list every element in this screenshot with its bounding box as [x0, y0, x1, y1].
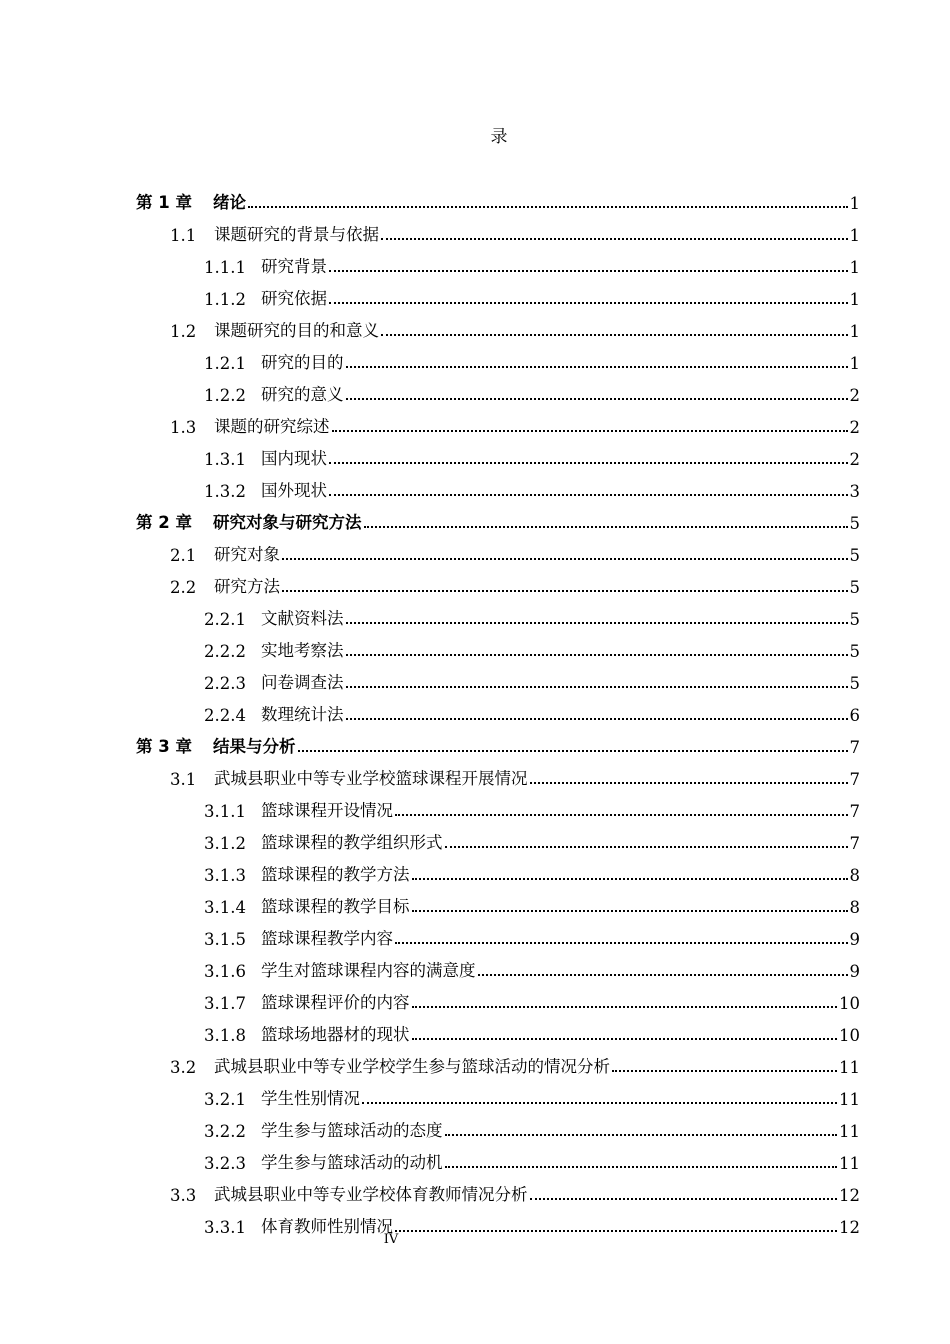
toc-entry-title: 篮球课程开设情况: [261, 801, 393, 820]
toc-entry-number: 第 1 章: [136, 193, 192, 212]
toc-entry-page: 2: [849, 450, 860, 469]
toc-entry-number: 3.2.2: [204, 1122, 246, 1141]
toc-entry-title: 篮球场地器材的现状: [261, 1025, 410, 1044]
toc-entry-title: 数理统计法: [261, 705, 344, 724]
toc-entry-title: 研究方法: [214, 577, 280, 596]
toc-heading: 录: [490, 127, 508, 147]
toc-entry-title: 绪论: [213, 193, 246, 212]
toc-entry-page: 1: [849, 322, 860, 341]
toc-entry-page: 10: [839, 1026, 860, 1045]
toc-entry-title: 结果与分析: [213, 737, 296, 756]
toc-entry[interactable]: [136, 533, 860, 565]
toc-entry-title: 学生参与篮球活动的动机: [261, 1153, 443, 1172]
toc-entry-number: 2.2: [170, 578, 197, 597]
toc-entry-page: 5: [849, 546, 860, 565]
toc-entry[interactable]: [136, 917, 860, 949]
toc-dot-leader: [298, 750, 848, 752]
toc-entry-number: 第 2 章: [136, 513, 192, 532]
toc-entry-number: 1.2.1: [204, 354, 246, 373]
toc-entry-title: 课题研究的背景与依据: [214, 225, 379, 244]
toc-entry-page: 7: [849, 770, 860, 789]
toc-entry[interactable]: [136, 437, 860, 469]
toc-entry-page: 1: [849, 290, 860, 309]
toc-entry-title: 武城县职业中等专业学校学生参与篮球活动的情况分析: [214, 1057, 610, 1076]
toc-entry-page: 5: [849, 514, 860, 533]
toc-entry-number: 1.1.1: [204, 258, 246, 277]
toc-entry-number: 2.2.3: [204, 674, 246, 693]
toc-entry-title: 问卷调查法: [261, 673, 344, 692]
toc-entry-page: 6: [849, 706, 860, 725]
toc-dot-leader: [329, 270, 848, 272]
toc-entry[interactable]: [136, 949, 860, 981]
toc-entry-page: 2: [849, 418, 860, 437]
toc-dot-leader: [248, 206, 848, 208]
toc-entry[interactable]: [136, 597, 860, 629]
toc-entry-number: 3.1.1: [204, 802, 246, 821]
toc-entry-page: 1: [849, 226, 860, 245]
toc-entry-page: 5: [849, 578, 860, 597]
toc-dot-leader: [346, 686, 848, 688]
toc-entry[interactable]: [136, 853, 860, 885]
toc-entry-page: 5: [849, 642, 860, 661]
toc-entry[interactable]: [136, 341, 860, 373]
toc-entry-page: 9: [849, 962, 860, 981]
toc-entry[interactable]: [136, 661, 860, 693]
toc-entry-title: 学生对篮球课程内容的满意度: [261, 961, 476, 980]
toc-dot-leader: [445, 1134, 838, 1136]
toc-dot-leader: [412, 1006, 838, 1008]
toc-entry-title: 国外现状: [261, 481, 327, 500]
toc-entry[interactable]: [136, 981, 860, 1013]
toc-entry-title: 研究的意义: [261, 385, 344, 404]
toc-dot-leader: [445, 846, 848, 848]
toc-dot-leader: [381, 334, 848, 336]
toc-entry-number: 3.3: [170, 1186, 197, 1205]
toc-entry-number: 2.2.1: [204, 610, 246, 629]
toc-entry-title: 文献资料法: [261, 609, 344, 628]
toc-entry[interactable]: [136, 1173, 860, 1205]
toc-dot-leader: [329, 462, 848, 464]
toc-entry-title: 国内现状: [261, 449, 327, 468]
toc-entry-number: 2.2.2: [204, 642, 246, 661]
toc-entry-number: 3.1.5: [204, 930, 246, 949]
toc-dot-leader: [346, 654, 848, 656]
toc-entry-page: 12: [839, 1186, 860, 1205]
toc-entry-title: 学生性别情况: [261, 1089, 360, 1108]
toc-entry-title: 武城县职业中等专业学校篮球课程开展情况: [214, 769, 528, 788]
toc-entry-page: 7: [849, 738, 860, 757]
toc-entry-number: 1.2.2: [204, 386, 246, 405]
toc-entry-number: 3.1.6: [204, 962, 246, 981]
toc-entry[interactable]: [136, 1013, 860, 1045]
toc-entry[interactable]: [136, 757, 860, 789]
toc-entry[interactable]: [136, 1077, 860, 1109]
toc-entry-title: 研究依据: [261, 289, 327, 308]
toc-dot-leader: [346, 398, 848, 400]
toc-entry-page: 2: [849, 386, 860, 405]
toc-dot-leader: [395, 814, 848, 816]
toc-entry-number: 3.1: [170, 770, 197, 789]
toc-dot-leader: [412, 1038, 838, 1040]
toc-dot-leader: [329, 302, 848, 304]
toc-entry[interactable]: [136, 1141, 860, 1173]
toc-entry[interactable]: [136, 469, 860, 501]
toc-entry-page: 5: [849, 610, 860, 629]
toc-entry-number: 3.1.3: [204, 866, 246, 885]
toc-dot-leader: [346, 718, 848, 720]
toc-dot-leader: [282, 590, 848, 592]
toc-entry[interactable]: [136, 309, 860, 341]
toc-dot-leader: [530, 782, 848, 784]
toc-entry-number: 1.1.2: [204, 290, 246, 309]
toc-dot-leader: [329, 494, 848, 496]
toc-entry-page: 1: [849, 258, 860, 277]
toc-entry-page: 11: [839, 1058, 860, 1077]
toc-entry-page: 7: [849, 834, 860, 853]
toc-entry-number: 2.1: [170, 546, 197, 565]
toc-dot-leader: [346, 366, 848, 368]
toc-entry-number: 3.2.1: [204, 1090, 246, 1109]
toc-entry[interactable]: [136, 373, 860, 405]
toc-entry[interactable]: [136, 245, 860, 277]
toc-entry-page: 9: [849, 930, 860, 949]
toc-entry-title: 研究的目的: [261, 353, 344, 372]
toc-entry-title: 课题的研究综述: [214, 417, 330, 436]
toc-entry[interactable]: [136, 213, 860, 245]
toc-entry[interactable]: [136, 789, 860, 821]
toc-entry-page: 8: [849, 866, 860, 885]
toc-entry[interactable]: [136, 405, 860, 437]
toc-entry[interactable]: [136, 501, 860, 533]
toc-entry[interactable]: [136, 725, 860, 757]
toc-entry[interactable]: [136, 1045, 860, 1077]
toc-dot-leader: [412, 878, 848, 880]
toc-entry-number: 1.2: [170, 322, 197, 341]
toc-entry-title: 篮球课程教学内容: [261, 929, 393, 948]
toc-entry-number: 3.1.4: [204, 898, 246, 917]
toc-entry-title: 篮球课程的教学目标: [261, 897, 410, 916]
toc-dot-leader: [282, 558, 848, 560]
toc-entry-title: 研究背景: [261, 257, 327, 276]
toc-entry-title: 学生参与篮球活动的态度: [261, 1121, 443, 1140]
toc-dot-leader: [362, 1102, 837, 1104]
toc-entry-number: 3.1.8: [204, 1026, 246, 1045]
toc-entry-title: 实地考察法: [261, 641, 344, 660]
toc-dot-leader: [478, 974, 848, 976]
toc-entry-page: 10: [839, 994, 860, 1013]
toc-entry-page: 11: [839, 1090, 860, 1109]
toc-entry-title: 篮球课程的教学组织形式: [261, 833, 443, 852]
toc-entry[interactable]: [136, 885, 860, 917]
toc-entry[interactable]: [136, 565, 860, 597]
toc-dot-leader: [612, 1070, 837, 1072]
toc-entry[interactable]: [136, 277, 860, 309]
page-number-footer: IV: [383, 1232, 399, 1247]
toc-entry[interactable]: [136, 629, 860, 661]
toc-entry-page: 5: [849, 674, 860, 693]
toc-entry-title: 篮球课程评价的内容: [261, 993, 410, 1012]
toc-entry-number: 第 3 章: [136, 737, 192, 756]
toc-entry-page: 12: [839, 1218, 860, 1237]
toc-entry[interactable]: [136, 821, 860, 853]
toc-entry-number: 3.2.3: [204, 1154, 246, 1173]
toc-entry-number: 3.2: [170, 1058, 197, 1077]
toc-entry-number: 3.1.7: [204, 994, 246, 1013]
toc-entry-number: 1.3.1: [204, 450, 246, 469]
toc-entry-title: 篮球课程的教学方法: [261, 865, 410, 884]
toc-entry-number: 2.2.4: [204, 706, 246, 725]
toc-entry-number: 1.3.2: [204, 482, 246, 501]
toc-entry-page: 7: [849, 802, 860, 821]
toc-entry-number: 3.1.2: [204, 834, 246, 853]
toc-entry[interactable]: [136, 181, 860, 213]
toc-entry-title: 研究对象: [214, 545, 280, 564]
toc-entry-page: 8: [849, 898, 860, 917]
toc-entry-title: 课题研究的目的和意义: [214, 321, 379, 340]
toc-entry-title: 研究对象与研究方法: [213, 513, 362, 532]
toc-entry-page: 11: [839, 1154, 860, 1173]
toc-dot-leader: [445, 1166, 838, 1168]
toc-entry[interactable]: [136, 693, 860, 725]
toc-dot-leader: [364, 526, 848, 528]
toc-entry-number: 3.3.1: [204, 1218, 246, 1237]
toc-dot-leader: [530, 1198, 838, 1200]
toc-entry[interactable]: [136, 1109, 860, 1141]
toc-entry-number: 1.3: [170, 418, 197, 437]
table-of-contents: [136, 181, 860, 1237]
toc-entry-page: 1: [849, 354, 860, 373]
toc-dot-leader: [332, 430, 848, 432]
toc-dot-leader: [346, 622, 848, 624]
toc-entry-page: 11: [839, 1122, 860, 1141]
toc-dot-leader: [381, 238, 848, 240]
toc-entry-page: 3: [849, 482, 860, 501]
toc-entry-title: 武城县职业中等专业学校体育教师情况分析: [214, 1185, 528, 1204]
toc-entry-title: 体育教师性别情况: [261, 1217, 393, 1236]
toc-dot-leader: [395, 942, 848, 944]
toc-dot-leader: [412, 910, 848, 912]
toc-entry-number: 1.1: [170, 226, 197, 245]
toc-entry-page: 1: [849, 194, 860, 213]
